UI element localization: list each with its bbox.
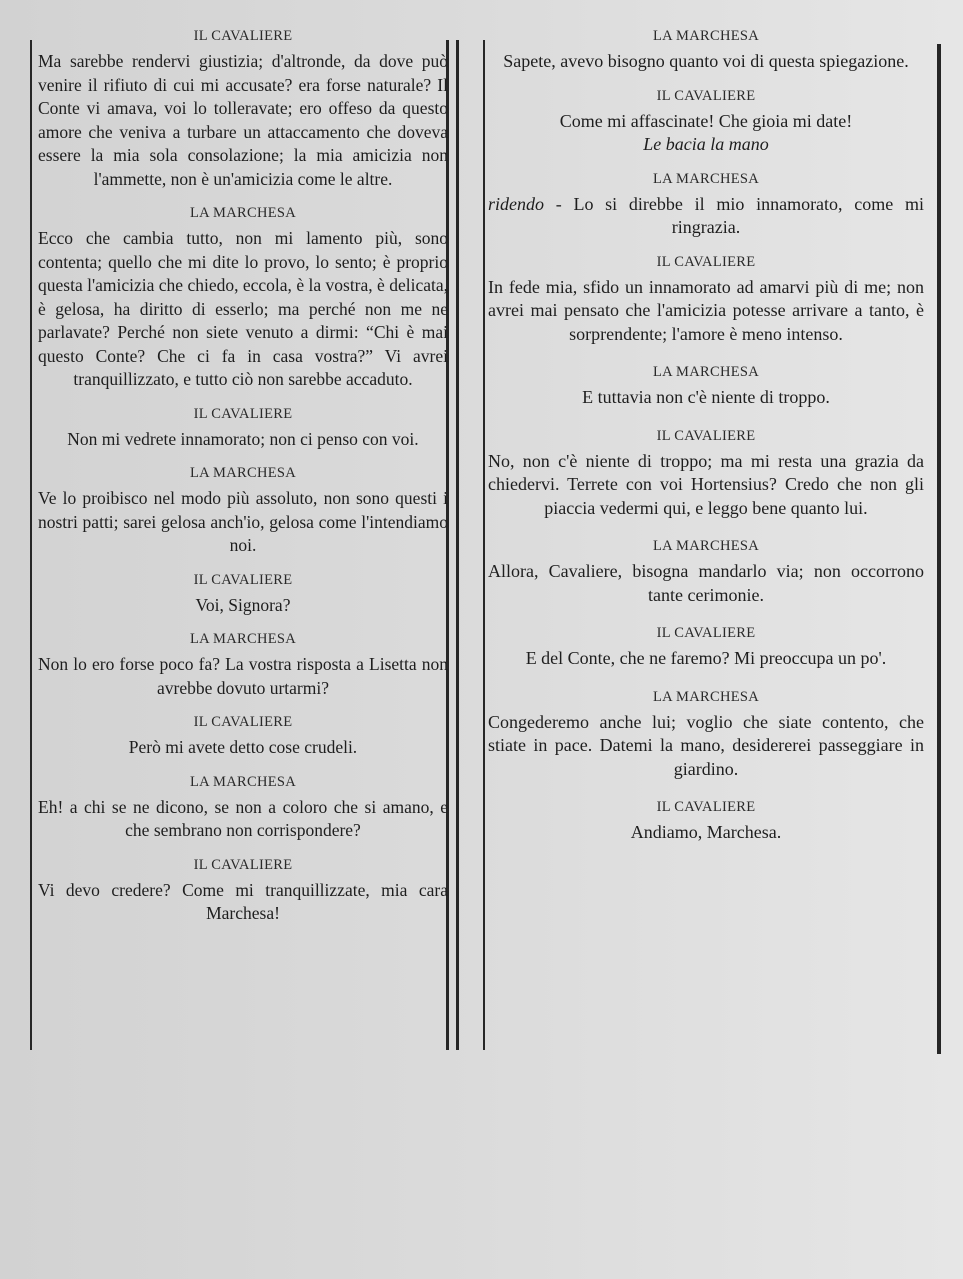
dialogue-block [36,406,450,452]
dialogue-block [486,689,926,782]
dialogue-block [36,774,450,843]
dialogue-block [486,538,926,607]
stage-direction: ridendo [488,193,544,214]
speaker-name: IL CAVALIERE [193,571,293,588]
speech-container [486,193,926,240]
dialogue-block [36,205,450,392]
speaker-name: LA MARCHESA [652,538,760,554]
right-column [486,28,926,859]
speech-text: Andiamo, Marchesa. [630,822,782,842]
speaker-name: LA MARCHESA [189,773,297,790]
dialogue-block [36,572,450,618]
center-divider-rule [456,40,459,1050]
speech-text: Sapete, avevo bisogno quanto voi di questa spiegazione. [503,51,909,71]
dialogue-block [36,28,450,191]
speech-text: E del Conte, che ne faremo? Mi preoccupa un po'. [525,648,887,668]
dialogue-block [36,465,450,558]
speaker-name: IL CAVALIERE [656,87,756,104]
speech-text: In fede mia, sfido un innamorato ad amarvi più di me; non avrei mai pensato che l'amicizia potesse arrivare a tanto, è sorprendente; l'amore è meno intenso. [488,276,924,344]
speech-text: Allora, Cavaliere, bisogna mandarlo via; non occorrono tante cerimonie. [488,561,924,605]
speech-text: Ve lo proibisco nel modo più assoluto, non sono questi i nostri patti; sarei gelosa anch'io, gelosa come l'intendiamo noi. [38,488,448,555]
speaker-name: IL CAVALIERE [193,28,293,44]
speaker-name: LA MARCHESA [652,170,760,187]
speech-text: Eh! a chi se ne dicono, se non a coloro che si amano, e che sembrano non corrispondere? [38,796,448,840]
dialogue-block [486,364,926,410]
speaker-name: IL CAVALIERE [656,253,756,270]
dialogue-block [36,857,450,926]
dialogue-block [36,631,450,700]
dialogue-block [486,171,926,240]
speaker-name: LA MARCHESA [652,688,760,705]
speech-text: Voi, Signora? [195,594,291,615]
speech-text: E tuttavia non c'è niente di troppo. [582,387,830,407]
right-inner-rule [483,40,485,1050]
speaker-name: IL CAVALIERE [193,405,293,422]
speaker-name: IL CAVALIERE [193,714,293,730]
speech-text: Non mi vedrete innamorato; non ci penso con voi. [67,428,419,449]
dialogue-block [36,714,450,760]
speech-container [486,110,926,157]
speech-text: Vi devo credere? Come mi tranquillizzate, mia cara Marchesa! [38,879,448,923]
speech-text: Ecco che cambia tutto, non mi lamento più, sono contenta; quello che mi dite lo provo, lo sento; è proprio questa l'amicizia che chiedo, eccola, è la vostra, è delicata, è gelosa, ha diritto di esserlo; ma perché non me ne parlavate? Perché non siete venuto a dirmi: “Chi è mai questo Conte? Che ci fa in casa vostra?” Vi avrei tranquillizzato, e tutto ciò non sarebbe accaduto. [38,228,448,389]
dialogue-block [486,625,926,671]
speaker-name: IL CAVALIERE [193,856,293,873]
speaker-name: LA MARCHESA [189,205,297,221]
speech-text: Però mi avete detto cose crudeli. [128,737,358,757]
speech-text: Congederemo anche lui; voglio che siate contento, che stiate in pace. Datemi la mano, desidererei passeggiare in giardino. [488,711,924,779]
speaker-name: IL CAVALIERE [656,799,756,815]
speaker-name: LA MARCHESA [652,364,760,380]
dialogue-block [486,428,926,521]
speech-text: - Lo si direbbe il mio innamorato, come mi ringrazia. [544,193,924,237]
speech-text: No, non c'è niente di troppo; ma mi resta una grazia da chiedervi. Terrete con voi Hortensius? Credo che non gli piaccia vedermi qui, e leggo bene quanto lui. [488,450,924,518]
dialogue-block [486,799,926,845]
left-margin-rule [30,40,32,1050]
speaker-name: IL CAVALIERE [656,625,756,641]
speech-text: Come mi affascinate! Che gioia mi date! [559,110,853,131]
speaker-name: LA MARCHESA [652,28,760,44]
stage-direction: Le bacia la mano [643,134,769,154]
dialogue-block [486,254,926,347]
left-column [36,28,450,940]
speaker-name: LA MARCHESA [189,465,297,481]
dialogue-block [486,88,926,157]
speaker-name: IL CAVALIERE [656,427,756,444]
speech-text: Ma sarebbe rendervi giustizia; d'altronde, da dove può venire il rifiuto di cui mi accusate? era forse naturale? Il Conte vi amava, voi lo tolleravate; ero offeso da questo amore che veniva a turbare un attaccamento che doveva essere la mia sola consolazione; la mia amicizia non l'ammette, non è un'amicizia come le altre. [38,51,448,189]
dialogue-block [486,28,926,74]
speech-text: Non lo ero forse poco fa? La vostra risposta a Lisetta non avrebbe dovuto urtarmi? [38,654,448,698]
speaker-name: LA MARCHESA [189,631,297,647]
right-outer-rule [937,44,941,1054]
